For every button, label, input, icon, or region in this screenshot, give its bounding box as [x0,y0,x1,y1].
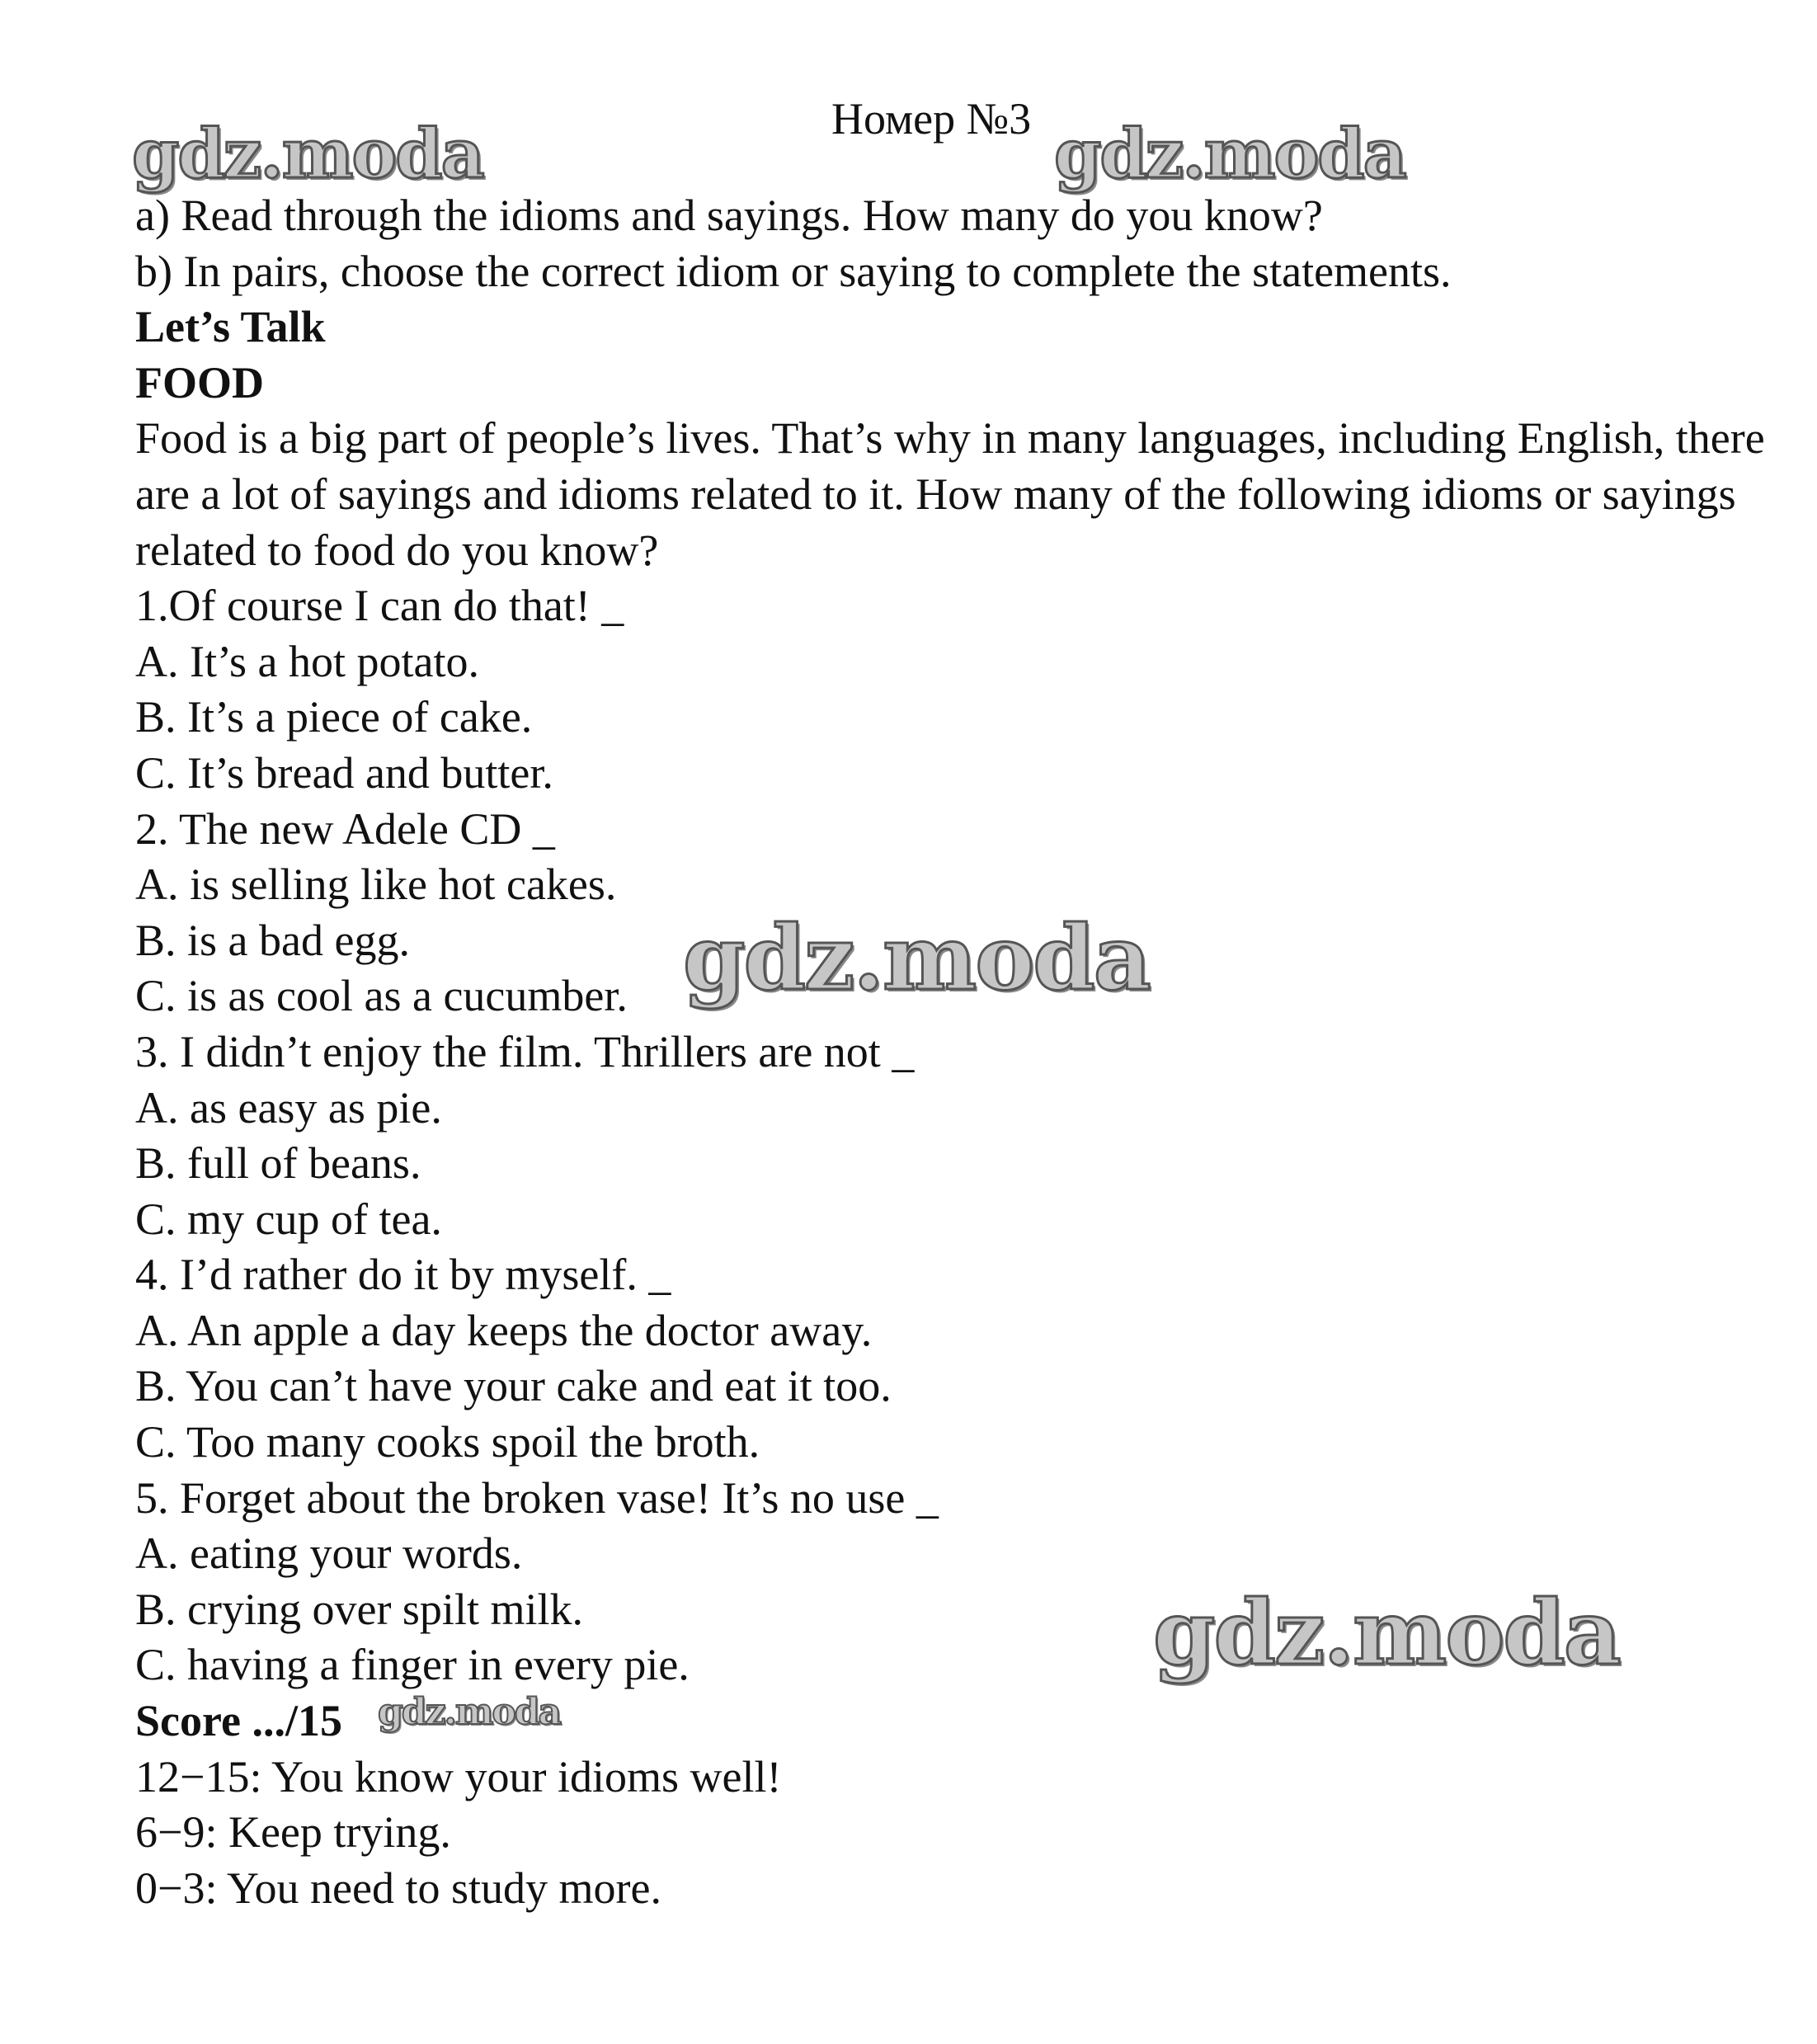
watermark-logo: gdz.moda [378,1691,561,1733]
section-subtitle: FOOD [135,357,264,407]
watermark-logo: gdz.moda [132,115,483,194]
question-5-option-c: C. having a finger in every pie. [135,1640,690,1690]
watermark-logo: gdz.moda [1054,115,1405,194]
question-1-option-a: A. It’s a hot potato. [135,636,479,686]
question-2-option-c: C. is as cool as a cucumber. [135,971,628,1021]
watermark-logo: gdz.moda [683,907,1150,1010]
question-3-option-a: A. as easy as pie. [135,1082,442,1133]
instruction-a: a) Read through the idioms and sayings. How many do you know? [135,191,1323,240]
question-4-prompt: 4. I’d rather do it by myself. _ [135,1250,671,1300]
question-5-prompt: 5. Forget about the broken vase! It’s no use _ [135,1472,939,1523]
watermark-logo: gdz.moda [1153,1581,1620,1685]
question-2-option-a: A. is selling like hot cakes. [135,860,617,910]
score-range-low: 0−3: You need to study more. [135,1863,661,1913]
question-3-option-b: B. full of beans. [135,1138,421,1189]
score-label: Score .../15 [135,1696,342,1746]
question-5-option-b: B. crying over spilt milk. [135,1584,583,1634]
score-range-high: 12−15: You know your idioms well! [135,1751,782,1801]
question-4-option-c: C. Too many cooks spoil the broth. [135,1417,760,1467]
intro-paragraph: Food is a big part of people’s lives. That’s why in many languages, including English, there are a lot of sayings and idioms related to it. How many of the following idioms or sayings related to food do you know? [135,413,1765,575]
question-1-prompt: 1.Of course I can do that! _ [135,581,624,631]
question-1-option-b: B. It’s a piece of cake. [135,692,533,742]
question-2-prompt: 2. The new Adele CD _ [135,803,555,854]
question-4-option-b: B. You can’t have your cake and eat it too. [135,1361,892,1411]
score-range-mid: 6−9: Keep trying. [135,1807,451,1858]
question-3-option-c: C. my cup of tea. [135,1194,442,1244]
question-4-option-a: A. An apple a day keeps the doctor away. [135,1305,873,1355]
question-5-option-a: A. eating your words. [135,1528,523,1579]
section-title: Let’s Talk [135,302,326,352]
question-2-option-b: B. is a bad egg. [135,915,410,965]
question-1-option-c: C. It’s bread and butter. [135,747,553,798]
question-3-prompt: 3. I didn’t enjoy the film. Thrillers are not _ [135,1026,915,1076]
page-title: Номер №3 [831,94,1032,144]
instruction-b: b) In pairs, choose the correct idiom or saying to complete the statements. [135,246,1452,296]
